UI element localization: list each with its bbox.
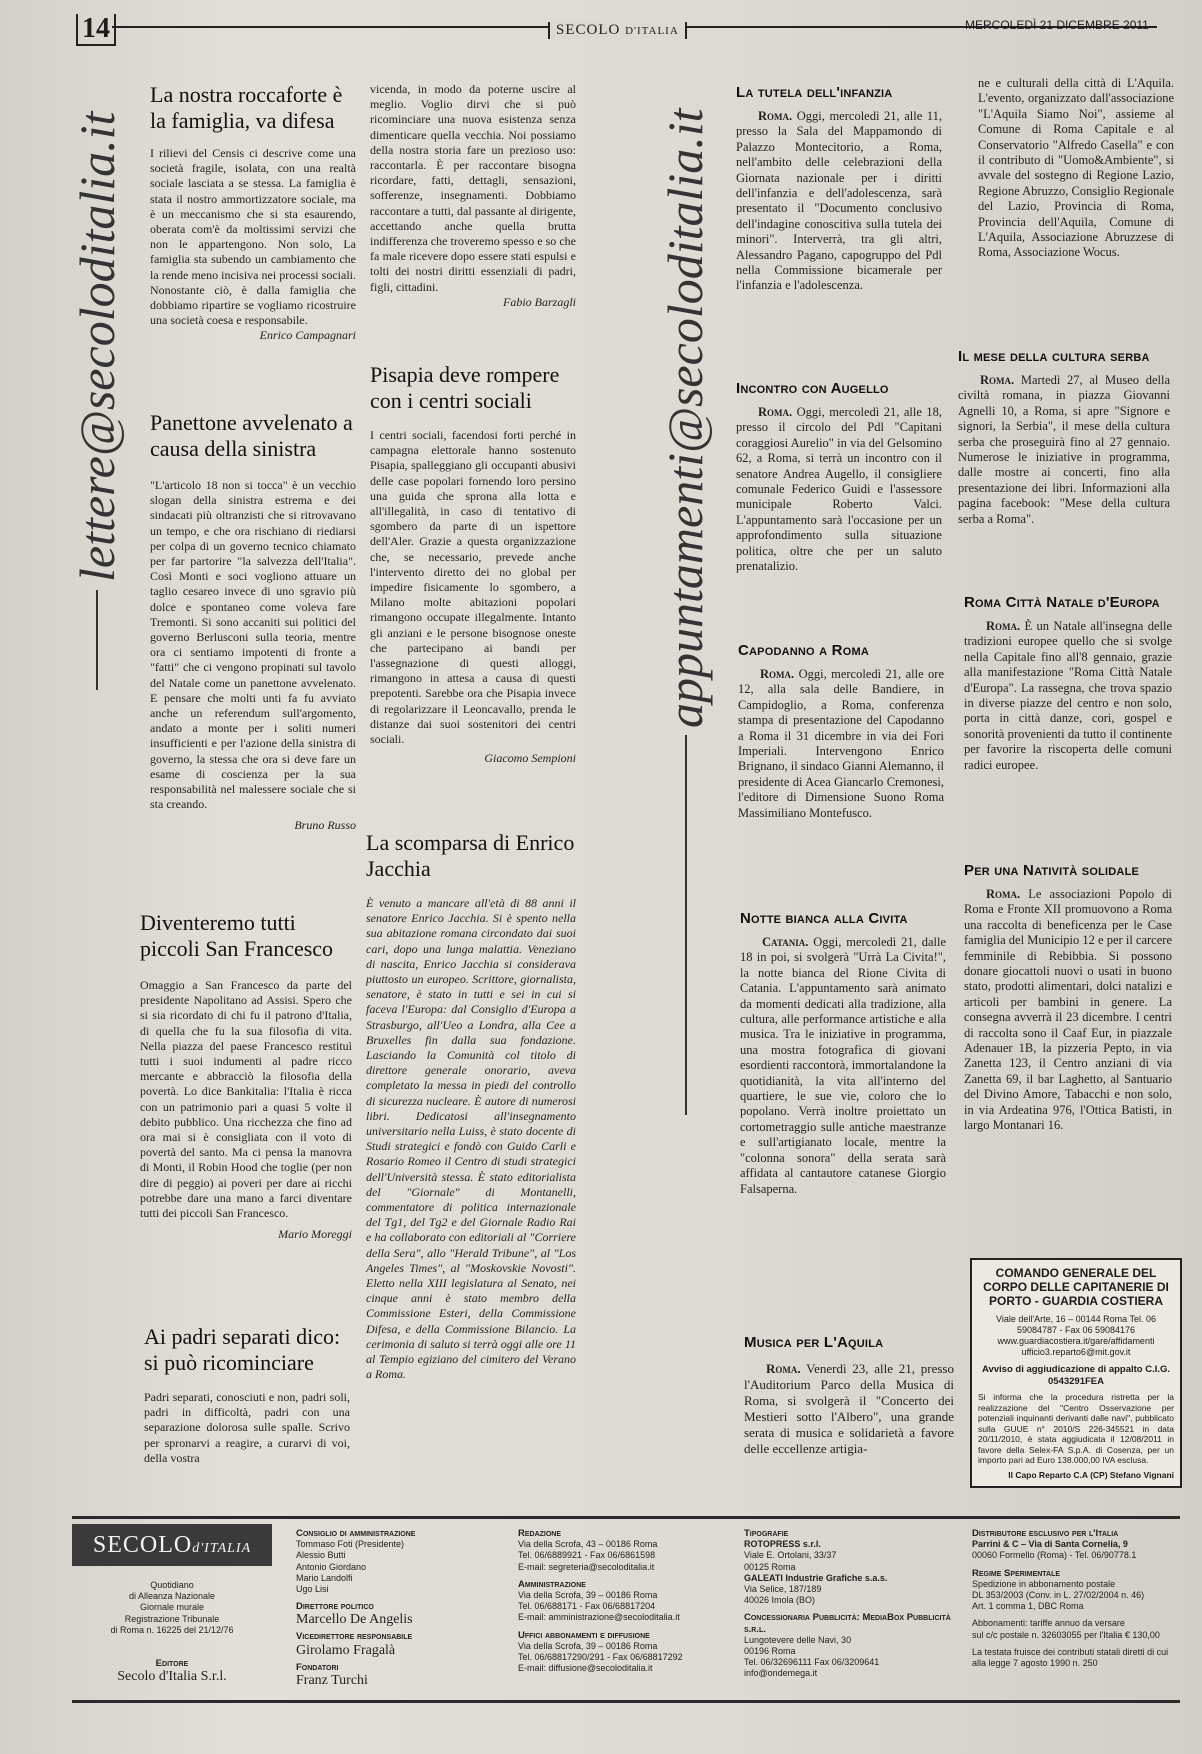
masthead-subtitle: D'ITALIA (625, 25, 679, 37)
footer-uffici-label: Uffici abbonamenti e diffusione (518, 1629, 650, 1641)
footer-line: sul c/c postale n. 32603055 per l'Italia € 130,00 (972, 1629, 1160, 1640)
footer-line: Art. 1 comma 1, DBC Roma (972, 1601, 1084, 1612)
event-body (958, 373, 1170, 527)
notice-address: Viale dell'Arte, 16 – 00144 Roma Tel. 06 59084787 - Fax 06 59084176 www.guardiacostiera.it/gare/affidamenti ufficio3.reparto6@mit.gov.it (996, 1314, 1156, 1357)
event-title: Il mese della cultura serba (958, 348, 1150, 365)
footer-line: 00125 Roma (744, 1561, 796, 1572)
footer-bottom-rule (72, 1700, 1180, 1703)
event-cultura-serba (958, 348, 1170, 527)
footer-tipografie-label: Tipografie (744, 1528, 789, 1539)
event-city: Roma. (758, 405, 793, 419)
event-body (744, 1361, 954, 1457)
footer-line: 00060 Formello (Roma) - Tel. 06/90778.1 (972, 1550, 1137, 1561)
letter-title: Diventeremo tutti piccoli San Francesco (140, 910, 334, 961)
event-title: Incontro con Augello (736, 380, 889, 397)
event-musica-aquila (744, 1334, 954, 1457)
footer-logo-subtitle: d'ITALIA (192, 1541, 252, 1556)
letter-padri-continued (370, 82, 576, 310)
footer-spedizione-label: Regime Sperimentale (972, 1567, 1061, 1579)
notice-text: Si informa che la procedura ristretta per la realizzazione del "Centro Osservazione per potenziali inquinanti derivanti dalle navi", pubblicato sulla GUUE n° 2010/S 226-345521 in data 20/11/2010, è stata aggiudicata il 12/08/2011 in favore della Selex-FA S.p.A. di Cosenza, per un importo pari ad Euro 138.000,00 IVA esclusa. (978, 1392, 1174, 1465)
footer-distrib-label: Distributore esclusivo per l'Italia (972, 1528, 1119, 1539)
letter-body: "L'articolo 18 non si tocca" è un vecchio slogan della sinistra estrema e dei sindacati più oltranzisti che si ritrovavano un tempo, e che ora rischiano di riediarsi per colpa di un governo tecnico chiamato per far partorire "la salvezza dell'Italia". Così Monti e soci vogliono attuare un taglio cesareo invece di uno sgravio più dolce e spontaneo come voleva fare Tremonti. Si sono accaniti sui politici del governo Berlusconi sulla teoria, mentre ora ci sentiamo impotenti di fronte a "fatti" che ci vengono propinati sul tavolo del Natale come un panettone avvelenato. E pensare che molti unti fa fu avviato anche un referendum sull'argomento, andato a monte per i soliti numeri insufficienti e per l'azione della sinistra di governo, la stessa che ora si deve fare un esame di coscienza per la sua responsabilità nel malessere sociale che si sta creando. (150, 478, 356, 812)
event-text: Le associazioni Popolo di Roma e Fronte XII promuovono a Roma una raccolta di beneficenza per le Case famiglia del Municipio 12 e per il carcere femminile di Rebibbia. Si possono donare giocattoli nuovi o usati in buono stato, prodotti alimentari, dolci natalizi e articoli per bambini in genere. La consegna avverrà il 23 dicembre. I centri di raccolta sono il Caaf Eur, in piazzale Adenauer 1B, la pizzeria Pepto, in via Zanetta 123, il Centro anziani di via Zanetta 69, il bar Laghetto, al Santuario del Divino Amore, Tabacchi e non solo, in via Ardeatina 976, l'Ottica Batisti, in largo Montanari 16. (964, 887, 1173, 1133)
event-nativita-solidale (964, 862, 1172, 1134)
letter-roccaforte (150, 82, 356, 343)
footer-line: di Alleanza Nazionale (128, 1591, 216, 1602)
footer-concessionaria-label: Concessionaria Pubblicità: MediaBox Pubblicità s.r.l. (744, 1612, 951, 1635)
event-title: Musica per L'Aquila (744, 1334, 884, 1351)
footer-line: GALEATI Industrie Grafiche s.a.s. (744, 1572, 888, 1583)
event-title: Per una Natività solidale (964, 862, 1140, 879)
footer-cda-label: Consiglio di amministrazione (296, 1528, 416, 1539)
event-title: Notte bianca alla Civita (740, 910, 908, 927)
event-body (964, 887, 1172, 1134)
footer-line: Via della Scrofa, 39 – 00186 Roma (518, 1590, 658, 1601)
footer-board (296, 1528, 496, 1688)
event-text: Oggi, mercoledì 21, dalle 18 in poi, si svolgerà "Urrà La Civita!", la notte bianca del Rione Civita di Catania. L'appuntamento sarà animato da momenti dedicati alla tradizione, alla cultura, alle performance artistiche e alla musica. Tra le iniziative in programma, una mostra fotografica di giovani esordienti raccontorà, immortalandone la quotidianità, la vita all'interno del quartiere, le sue vie, coloro che lo popolano. Verrà inoltre proiettato un cortometraggio sulle antiche maestranze e sull'artigianato locale, mentre la "colonna sonora" della serata sarà affidata al cantautore catanese Giorgio Falsaperna. (740, 935, 946, 1196)
appointments-vertical-rule (685, 735, 687, 1115)
letter-title: La scomparsa di Enrico Jacchia (366, 830, 575, 881)
footer-redazione-label: Redazione (518, 1528, 562, 1539)
appointments-email-label: appuntamenti@secoloditalia.it (657, 108, 713, 728)
letter-body: I centri sociali, facendosi forti perché in campagna elettorale hanno sostenuto Pisapia, spalleggiano gli occupanti abusivi delle case popolari fornendo loro persino una guida che sprona alla lotta e all'illegalità, in caso di tentativo di sgombero da parte di un ispettore dell'Aler. Grazie a questa organizzazione che, se necessario, prevede anche l'intervento diretto dei no global per impedire fisicamente lo sgombero, a Milano molte abitazioni popolari rimangono occupate illegalmente. Intanto gli anziani e le persone bisognose oneste che partecipano ai bandi per l'assegnazione di questi alloggi, rimangono in attesa a causa di questi prepotenti. Sarebbe ora che Pisapia invece di regolarizzare il Leoncavallo, prenda le distanze dai suoi sostenitori dei centri sociali. (370, 428, 576, 747)
letter-signature: Enrico Campagnari (259, 328, 356, 343)
event-incontro-augello (736, 380, 942, 574)
letter-signature: Giacomo Sempioni (484, 751, 576, 766)
event-title: La tutela dell'infanzia (736, 84, 893, 101)
letter-padri-separati (144, 1324, 350, 1466)
event-text: Martedì 27, al Museo della civiltà romana, in piazza Giovanni Agnelli 10, a Roma, si apre "Signore e signori, la Serbia", il mese della cultura serba che proseguirà fino al 27 gennaio. Numerose le iniziative in programma, dalle mostre ai concerti, fino alla presentazione dei libri. Informazioni alla pagina facebook: "Mese della cultura serba a Roma". (958, 373, 1170, 526)
footer-line: Antonio Giordano (296, 1561, 367, 1572)
event-title: Roma Città Natale d'Europa (964, 594, 1160, 611)
event-city: Roma. (760, 667, 795, 681)
footer-line: Tel. 06/6889921 - Fax 06/6861598 (518, 1550, 656, 1561)
event-city: Roma. (986, 887, 1021, 901)
event-text: Oggi, mercoledì 21, alle 18, presso il circolo del Pdl "Capitani coraggiosi Aurelio" in via del Gelsomino 62, a Roma, si terrà un incontro con il senatore Andrea Augello, il consigliere comunale Federico Guidi e l'assessore municipale Roberto Valci. L'appuntamento sarà l'occasione per un approfondimento sulla situazione politica, oltre che per un saluto prenatalizio. (736, 405, 942, 574)
event-capodanno (738, 642, 944, 821)
footer-line: di Roma n. 16225 del 21/12/76 (110, 1624, 234, 1635)
footer-fondatori: Franz Turchi (296, 1672, 368, 1688)
letters-vertical-rule (96, 590, 98, 690)
footer-line: DL 353/2003 (Conv. in L. 27/02/2004 n. 46) (972, 1590, 1145, 1601)
footer-line: Mario Landolfi (296, 1572, 353, 1583)
footer-line: Abbonamenti: tariffe annuo da versare (972, 1618, 1125, 1629)
footer-top-rule (72, 1516, 1180, 1519)
footer-line: Spedizione in abbonamento postale (972, 1578, 1116, 1589)
footer-line: Via Selice, 187/189 (744, 1584, 822, 1595)
masthead-title: SECOLO (556, 22, 621, 38)
footer-fondatori-label: Fondatori (296, 1661, 339, 1673)
footer-registration (72, 1580, 272, 1684)
footer-line: E-mail: amministrazione@secoloditalia.it (518, 1612, 680, 1623)
footer-line: Via della Scrofa, 43 – 00186 Roma (518, 1539, 658, 1550)
event-citta-natale (964, 594, 1172, 773)
letter-body: vicenda, in modo da poterne uscire al meglio. Voglio dirvi che si può ricominciare una nuova esistenza senza dimenticare quella vecchia. Noi possiamo della nostra storia fare un prezioso uso: raccontarla. È per raccontare bisogna ricordare, fatti, dettagli, sensazioni, sofferenze, insegnamenti. Dobbiamo raccontare a tutti, dal passante al dirigente, accettando anche quella brutta indifferenza che troveremo spesso e so che fa male ricevere dopo essere stati espulsi e tolti dei nostri diritti essenziali di padri, figli, cittadini. (370, 82, 576, 294)
event-city: Roma. (766, 1361, 801, 1376)
letters-email-label: lettere@secoloditalia.it (69, 111, 125, 582)
footer-amministrazione-label: Amministrazione (518, 1578, 586, 1590)
event-title: Capodanno a Roma (738, 642, 869, 659)
footer-editore-label: Editore (155, 1658, 189, 1670)
footer-direttore: Marcello De Angelis (296, 1612, 413, 1628)
footer-line: E-mail: diffusione@secoloditalia.it (518, 1663, 653, 1674)
letter-pisapia (370, 362, 576, 766)
footer-line: Quotidiano (150, 1580, 194, 1590)
letter-san-francesco (140, 910, 352, 1242)
masthead (548, 22, 687, 39)
event-text: Oggi, mercoledì 21, alle 11, presso la Sala del Mappamondo di Palazzo Montecitorio, a Roma, nell'ambito delle celebrazioni della Giornata nazionale per i diritti dell'infanzia e dell'adolescenza, sarà presentato il "Documento conclusivo dell'indagine conoscitiva sulla tutela dei minori". Interverrà, tra gli altri, Alessandro Pagano, capogruppo del Pdl nella Commissione bicamerale per l'infanzia e l'adolescenza. (736, 109, 943, 293)
letter-signature: Mario Moreggi (278, 1227, 352, 1242)
footer-line: Registrazione Tribunale (124, 1613, 220, 1624)
issue-date: MERCOLEDÌ 21 DICEMBRE 2011 (965, 18, 1149, 32)
footer-line: Tel. 06/688171 - Fax 06/68817204 (518, 1601, 656, 1612)
letter-signature: Bruno Russo (294, 818, 356, 833)
event-city: Catania. (762, 935, 809, 949)
letter-signature: Fabio Barzagli (502, 294, 576, 309)
tender-notice-box (970, 1258, 1182, 1488)
footer-line: Tel. 06/68817290/291 - Fax 06/68817292 (518, 1652, 683, 1663)
footer-line: Lungotevere delle Navi, 30 (744, 1634, 852, 1645)
footer-line: Tel. 06/32696111 Fax 06/3209641 (744, 1657, 880, 1668)
footer-line: Giornale murale (139, 1602, 205, 1613)
notice-subtitle: Avviso di aggiudicazione di appalto C.I.G. 0543291FEA (981, 1364, 1171, 1387)
letter-jacchia (366, 830, 576, 1383)
page-number: 14 (76, 14, 116, 46)
letter-title: Pisapia deve rompere con i centri sociali (370, 362, 560, 413)
footer-line: info@ondemega.it (744, 1668, 818, 1679)
footer-logo-title: SECOLO (92, 1532, 193, 1558)
event-body (738, 667, 944, 821)
notice-title: COMANDO GENERALE DEL CORPO DELLE CAPITANERIE DI PORTO - GUARDIA COSTIERA (983, 1266, 1169, 1308)
event-body (736, 109, 942, 294)
event-notte-bianca (740, 910, 946, 1197)
letter-title: Ai padri separati dico: si può ricominciare (144, 1324, 341, 1375)
event-city: Roma. (980, 373, 1015, 387)
footer-direttore-label: Direttore politico (296, 1601, 374, 1613)
letter-body: Padri separati, conosciuti e non, padri soli, padri in difficoltà, padri con una separazione dolorosa sulle spalle. Scrivo per spronarvi a reagire, a curarvi di voi, della vostra (144, 1390, 350, 1465)
footer-line: 00196 Roma (744, 1646, 796, 1657)
event-body (964, 619, 1172, 773)
notice-signature: Il Capo Reparto C.A (CP) Stefano Vignani (1008, 1469, 1174, 1480)
footer-line: Alessio Butti (296, 1550, 346, 1561)
footer-line: Tommaso Foti (Presidente) (296, 1539, 405, 1550)
footer-distribution (972, 1528, 1177, 1669)
event-city: Roma. (758, 109, 793, 123)
letter-body: È venuto a mancare all'età di 88 anni il senatore Enrico Jacchia. Si è spento nella sua abitazione romana circondato dai suoi cari, dopo una lunga malattia. Veneziano di nascita, Enrico Jacchia si considerava piuttosto un europeo. Scrittore, giornalista, senatore, è stato in tutti e sei in cui si faceva l'Europa: dal Consiglio d'Europa a Strasburgo, all'Ueo a Londra, alla Cee a Bruxelles fin dalla sua fondazione. Lasciando la Comunità col titolo di direttore generale onorario, aveva completato la messa in piedi del controllo di sicurezza nucleare. È autore di numerosi libri. Dedicatosi all'insegnamento universitario nella Luiss, è stato docente di Studi strategici e fondò con Guido Carli e Rosario Romeo il Centro di studi strategici dell'Università stessa. È stato editorialista del "Giornale" di Montanelli, commentatore di politica internazionale del Tg1, del Tg2 e del Giornale Radio Rai e ha collaborato con editoriali al "Corriere della Sera", allo "Herald Tribune", al "Los Angeles Times", al "Moskovskie Novosti". Eletto nella XIII legislatura al Senato, nei cinque anni è stato membro della Commissione Esteri, della Commissione Difesa, e della Commissione Bilancio. La cerimonia di saluto si terrà oggi alle ore 11 al Tempio egiziano del cimitero del Verano a Roma. (366, 896, 576, 1382)
event-musica-aquila-continued (978, 76, 1174, 261)
footer-line: Parrini & C – Via di Santa Cornelia, 9 (972, 1539, 1128, 1550)
event-body (736, 405, 942, 574)
letter-title: La nostra roccaforte è la famiglia, va difesa (150, 82, 343, 133)
footer-line: E-mail: segreteria@secoloditalia.it (518, 1561, 655, 1572)
letter-title: Panettone avvelenato a causa della sinistra (150, 410, 353, 461)
footer-printers (744, 1528, 954, 1680)
footer-line: Via della Scrofa, 39 – 00186 Roma (518, 1640, 658, 1651)
footer-editore: Secolo d'Italia S.r.l. (117, 1669, 227, 1685)
event-tutela-infanzia (736, 84, 942, 294)
footer-line: Ugo Lisi (296, 1584, 329, 1595)
footer-line: 40026 Imola (BO) (744, 1595, 816, 1606)
footer-logo (72, 1524, 272, 1566)
footer-line: Viale E. Ortolani, 33/37 (744, 1550, 837, 1561)
event-text: Oggi, mercoledì 21, alle ore 12, alla sala delle Bandiere, in Campidoglio, a Roma, conferenza stampa di presentazione del Capodanno a Roma il 31 dicembre in via dei Fori Imperiali. Intervengono Enrico Brignano, il sindaco Gianni Alemanno, il presidente di Acea Giancarlo Cremonesi, l'editore di Dimensione Suono Roma Massimiliano Montefusco. (738, 667, 944, 820)
letter-body: I rilievi del Censis ci descrive come una società fragile, isolata, con una realtà sociale lasciata a se stessa. La famiglia è stata il nostro ammortizzatore sociale, ma è un meccanismo che si sta esaurendo, oberata com'è da moltissimi servizi che non le appartengono. Non solo, La famiglia sta subendo un cambiamento che la rende meno incisiva nei processi sociali. Nonostante ciò, è dalla famiglia che dobbiamo ripartire se vogliamo ricostruire una società coesa e responsabile. (150, 146, 356, 328)
letter-body: Omaggio a San Francesco da parte del presidente Napolitano ad Assisi. Spero che si sia ricordato di chi fu il patrono d'Italia, di quella che fu la sua filosofia di vita. Nella piazza del paese Francesco restituì tutti i suoi indumenti al padre ricco mercante e abbracciò la filosofia della povertà. Lo dice Bankitalia: l'Italia è ricca con un patrimonio pari a quasi 5 volte il debito pubblico. Una ricchezza che fino ad ora mai si è consigliata con il voto di povertà del santo. Ma ci pensa la manovra di Monti, il Robin Hood che toglie (per non dire di peggio) ai poveri per dare ai ricchi potrebbe dare una mano a farci diventare tutti dei piccoli San Francesco. (140, 978, 352, 1221)
letter-panettone (150, 410, 356, 833)
footer-legal-note: La testata fruisce dei contributi statali diretti di cui alla legge 7 agosto 1990 n. 250 (972, 1646, 1169, 1669)
event-text: ne e culturali della città di L'Aquila. L'evento, organizzato dall'associazione "L'Aquila Siamo Noi", assieme al Comune di Roma Capitale e al Conservatorio "Alfredo Casella" e con il contributo di "Uomo&Ambiente", si avvale del sostegno di Regione Lazio, Regione Abruzzo, Consiglio Regionale del Lazio, Provincia di Roma, Provincia dell'Aquila, Comune di L'Aquila, Associazione Abruzzese di Roma, Associazione Wocus. (978, 76, 1174, 260)
footer-line: ROTOPRESS s.r.l. (744, 1539, 821, 1550)
event-city: Roma. (986, 619, 1021, 633)
footer-offices (518, 1528, 728, 1674)
event-text: Venerdì 23, alle 21, presso l'Auditorium Parco della Musica di Roma, si svolgerà il "Concerto dei Mestieri sotto l'Albero", una grande serata di musica e solidarietà a favore delle eccellenze artigia- (744, 1361, 954, 1456)
footer-vicedirettore: Girolamo Fragalà (296, 1642, 396, 1658)
event-text: È un Natale all'insegna delle tradizioni europee quello che si svolge nella Capitale fino all'8 gennaio, grazie alla manifestazione "Roma Città Natale d'Europa". La rassegna, che trova spazio in diverse piazze del centro e non solo, porta in città danze, cori, gospel e sonorità provenienti da tutto il continente per favorire la riscoperta delle comuni radici europee. (964, 619, 1172, 772)
event-body (740, 935, 946, 1197)
footer-vicedirettore-label: Vicedirettore responsabile (296, 1631, 413, 1643)
